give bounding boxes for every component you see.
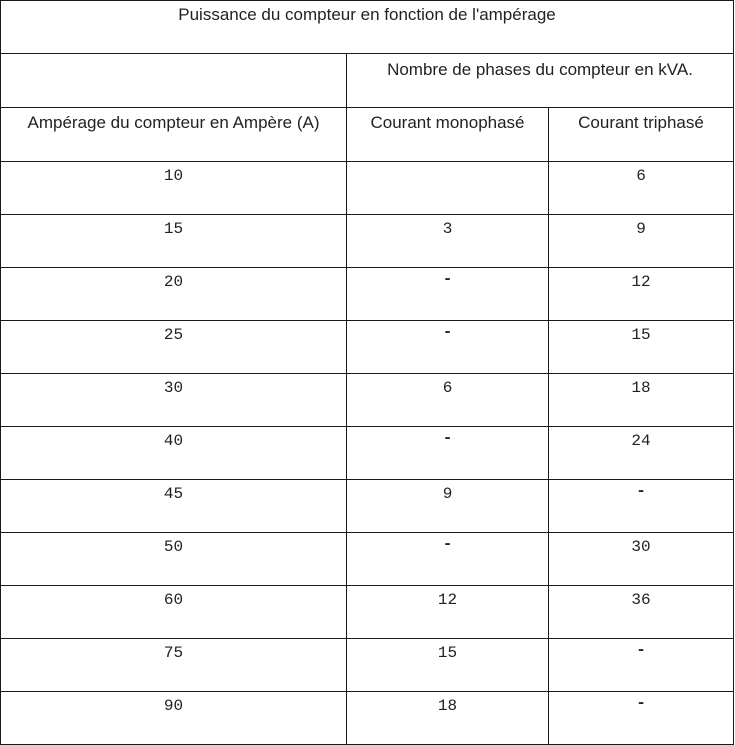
mono-cell-value: - [442,429,453,447]
amperage-cell [1,374,347,427]
table-row [1,374,734,427]
mono-cell [347,427,549,480]
amperage-cell-value: 50 [163,538,184,556]
group-header-label: Nombre de phases du compteur en kVA. [387,60,693,79]
mono-cell-value: 6 [442,379,453,397]
amperage-cell-value: 10 [163,167,184,185]
amperage-cell [1,533,347,586]
tri-header-label: Courant triphasé [578,113,704,132]
tri-cell [549,268,734,321]
tri-cell-value: - [636,482,646,500]
tri-cell-value: 12 [631,273,651,291]
amperage-cell-value: 30 [163,379,184,397]
amperage-cell [1,639,347,692]
amperage-cell [1,586,347,639]
mono-header-label: Courant monophasé [370,113,525,132]
tri-cell [549,692,734,745]
amperage-cell [1,321,347,374]
mono-cell [347,639,549,692]
tri-cell-value: 6 [636,167,646,185]
tri-cell [549,533,734,586]
mono-cell [347,480,549,533]
mono-header-cell [347,108,549,162]
tri-cell-value: 18 [631,379,651,397]
mono-cell-value: 3 [442,220,453,238]
mono-cell-value: 18 [437,697,458,715]
tri-cell [549,427,734,480]
amperage-cell [1,215,347,268]
table-title: Puissance du compteur en fonction de l'ampérage [178,5,556,24]
mono-cell [347,374,549,427]
tri-cell [549,162,734,215]
mono-cell-value: - [442,270,453,288]
tri-cell-value: 30 [631,538,651,556]
tri-cell-value: - [636,694,646,712]
tri-cell-value: - [636,641,646,659]
amperage-cell-value: 45 [163,485,184,503]
tri-cell-value: 36 [631,591,651,609]
group-header-cell [347,54,734,108]
amperage-cell [1,692,347,745]
table-row [1,639,734,692]
table-row [1,427,734,480]
amperage-cell-value: 40 [163,432,184,450]
tri-cell-value: 9 [636,220,646,238]
mono-cell [347,268,549,321]
mono-cell-value: 12 [437,591,458,609]
mono-cell-value: - [442,323,453,341]
amperage-cell [1,427,347,480]
mono-cell-value [347,162,548,167]
mono-cell [347,321,549,374]
amperage-cell-value: 15 [163,220,184,238]
table-row [1,268,734,321]
amperage-cell-value: 90 [163,697,184,715]
mono-cell [347,533,549,586]
amperage-header-label: Ampérage du compteur en Ampère (A) [27,113,320,132]
table-row [1,321,734,374]
column-header-row [1,108,734,162]
tri-cell [549,215,734,268]
table-row [1,586,734,639]
tri-cell-value: 24 [631,432,651,450]
tri-cell [549,480,734,533]
amperage-cell-value: 20 [163,273,184,291]
tri-cell [549,639,734,692]
mono-cell [347,586,549,639]
mono-cell [347,692,549,745]
mono-cell-value: - [442,535,453,553]
amperage-cell-value: 60 [163,591,184,609]
amperage-cell-value: 25 [163,326,184,344]
group-header-row [1,54,734,108]
table-row [1,215,734,268]
mono-cell [347,215,549,268]
table-title-cell [1,1,734,54]
amperage-cell-value: 75 [163,644,184,662]
tri-cell-value: 15 [631,326,651,344]
amperage-header-cell [1,108,347,162]
table-row [1,533,734,586]
mono-cell [347,162,549,215]
tri-cell [549,586,734,639]
tri-cell [549,374,734,427]
table-row [1,692,734,745]
table-title-row [1,1,734,54]
amperage-cell [1,162,347,215]
tri-cell [549,321,734,374]
empty-header-cell [1,54,347,108]
amperage-cell [1,480,347,533]
table-body [1,162,734,745]
mono-cell-value: 9 [442,485,453,503]
table-row [1,480,734,533]
mono-cell-value: 15 [437,644,458,662]
table-row [1,162,734,215]
tri-header-cell [549,108,734,162]
amperage-cell [1,268,347,321]
